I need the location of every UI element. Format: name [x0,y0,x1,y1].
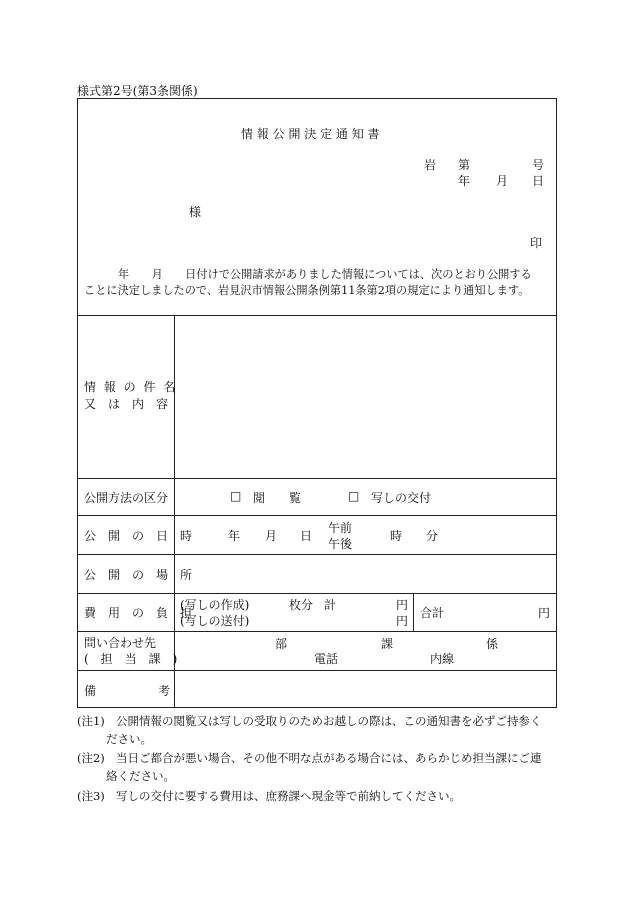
datetime-month: 月 [265,529,278,543]
note-2-line-2: 絡ください。 [106,769,175,783]
method-option-view-label: 閲 覧 [253,491,302,505]
datetime-year: 年 [228,529,241,543]
datetime-minute: 分 [426,529,439,543]
contact-dept: 部 [275,637,288,651]
cost-sheets: 枚分 [289,598,314,612]
subject-label-2: 又 は 内 容 [84,397,169,411]
remarks-label-2: 考 [158,684,171,698]
note-1-line-2: ださい。 [106,732,152,746]
cost-total-yen: 円 [538,606,551,620]
note-3-mark: (注3) [77,789,105,803]
method-option-view-checkbox[interactable]: □ [230,489,242,503]
cost-yen-1: 円 [396,598,409,612]
datetime-hour: 時 [390,529,403,543]
cost-copy-send: (写しの送付) [180,614,250,628]
date-year: 年 [458,174,471,188]
doc-number-prefix: 岩 [424,158,437,172]
cost-label: 費 用 の 負 担 [84,606,193,620]
datetime-label: 公 開 の 日 時 [84,529,193,543]
contact-section: 課 [381,637,394,651]
form-title: 情 報 公 開 決 定 通 知 書 [241,127,380,141]
doc-number-mid: 第 [458,158,471,172]
datetime-day: 日 [300,529,313,543]
note-1-line-1: 公開情報の閲覧又は写しの受取りのためお越しの際は、この通知書を必ずご持参く [116,714,542,728]
notice-form [77,98,557,708]
cost-total-label: 合計 [420,606,445,620]
cost-yen-2: 円 [396,614,409,628]
doc-number-suffix: 号 [532,158,545,172]
form-id: 様式第2号(第3条関係) [77,84,198,98]
date-day: 日 [532,174,545,188]
contact-ext: 内線 [430,652,455,666]
seal-mark: 印 [530,236,543,250]
note-1-mark: (注1) [77,714,105,728]
body-line-2: ことに決定しましたので、岩見沢市情報公開条例第11条第2項の規定により通知します。 [84,284,530,297]
method-option-copy-checkbox[interactable]: □ [348,489,360,503]
datetime-am: 午前 [328,521,353,535]
note-2-line-1: 当日ご都合が悪い場合、その他不明な点がある場合には、あらかじめ担当課にご連 [116,751,542,765]
contact-label-2: ( 担 当 課 ) [84,652,178,666]
addressee-suffix: 様 [189,205,202,219]
cost-copy-make: (写しの作成) [180,598,250,612]
method-option-copy-label: 写しの交付 [371,491,432,505]
place-label: 公 開 の 場 所 [84,568,193,582]
contact-phone: 電話 [314,652,339,666]
body-line-1: 年 月 日付けで公開請求がありました情報については、次のとおり公開する [118,268,532,281]
note-2-mark: (注2) [77,751,105,765]
method-label: 公開方法の区分 [84,491,169,505]
contact-label-1: 問い合わせ先 [84,636,157,650]
contact-staff: 係 [486,637,499,651]
note-3-line-1: 写しの交付に要する費用は、庶務課へ現金等で前納してください。 [116,789,461,803]
date-month: 月 [496,174,509,188]
remarks-label-1: 備 [84,684,97,698]
datetime-pm: 午後 [328,537,353,551]
cost-calc: 計 [324,598,337,612]
subject-label-1: 情 報 の 件 名 [84,380,178,394]
